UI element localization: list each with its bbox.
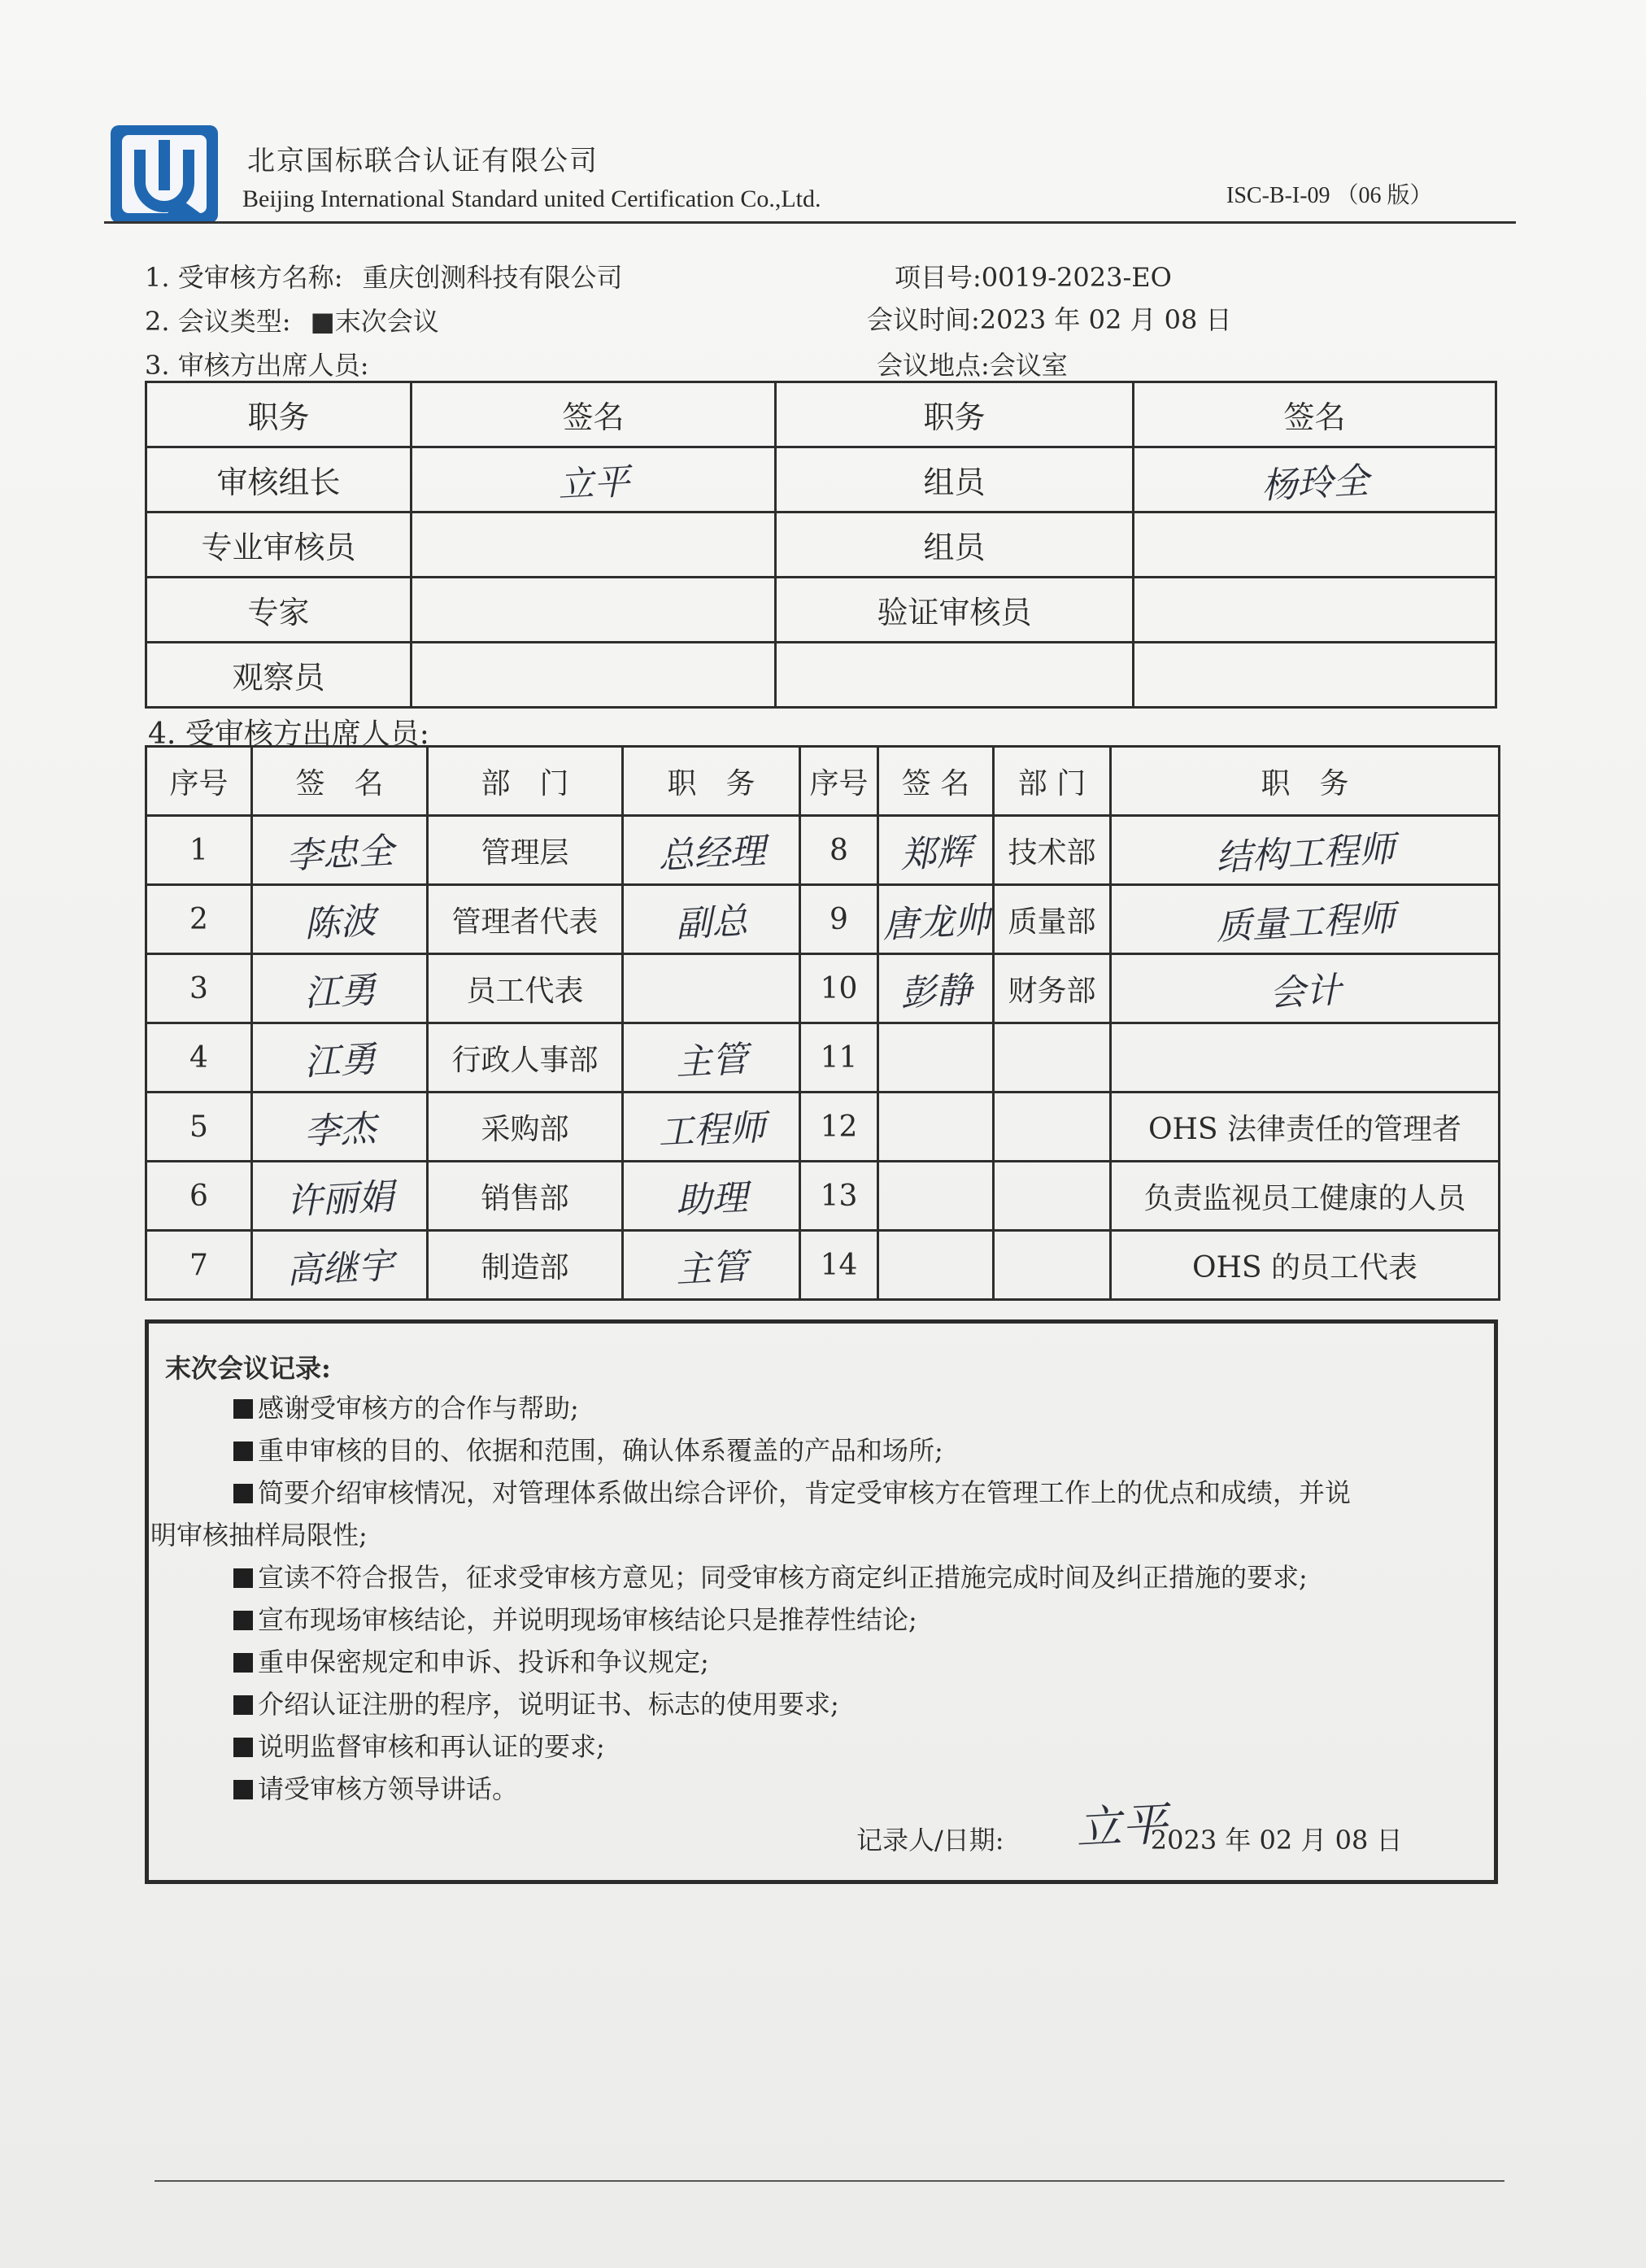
meeting-type-field <box>145 301 439 338</box>
column-header: 职务 <box>776 382 1134 447</box>
column-header: 序号 <box>146 747 252 816</box>
list-item <box>233 1387 1486 1429</box>
handwritten-signature: 立平 <box>1074 1798 1169 1856</box>
signature-cell <box>412 578 776 643</box>
table-row <box>146 885 1500 954</box>
department-cell: 采购部 <box>428 1093 623 1162</box>
row-number: 6 <box>146 1162 252 1231</box>
handwritten-position: 工程师 <box>656 1106 766 1154</box>
list-item <box>233 1768 1486 1810</box>
handwritten-position: 总经理 <box>656 830 766 878</box>
square-bullet-icon <box>233 1568 253 1588</box>
signature-cell <box>878 954 994 1023</box>
role-cell: 专业审核员 <box>146 512 412 578</box>
handwritten-signature: 李忠全 <box>285 830 394 878</box>
recorder-line <box>856 1798 1403 1857</box>
department-cell: 员工代表 <box>428 954 623 1023</box>
meeting-place-value: 会议室 <box>989 350 1068 381</box>
row-number: 12 <box>800 1093 878 1162</box>
list-item-text: 请受审核方领导讲话。 <box>258 1773 519 1804</box>
table-row <box>146 1023 1500 1093</box>
project-field <box>895 257 1172 294</box>
row-number: 10 <box>800 954 878 1023</box>
position-cell <box>1111 1023 1500 1093</box>
table-row <box>146 1093 1500 1162</box>
square-bullet-icon <box>233 1653 253 1673</box>
column-header: 部 门 <box>994 747 1111 816</box>
list-item <box>233 1472 1486 1514</box>
signature-cell <box>1134 447 1496 512</box>
square-bullet-icon <box>233 1484 253 1503</box>
handwritten-position: 会计 <box>1268 969 1343 1015</box>
position-cell <box>1111 954 1500 1023</box>
square-bullet-icon <box>233 1780 253 1799</box>
handwritten-signature: 江勇 <box>303 1038 377 1084</box>
row-number: 9 <box>800 885 878 954</box>
handwritten-signature: 江勇 <box>303 969 377 1015</box>
list-item <box>233 1429 1486 1472</box>
meeting-place-field <box>877 345 1068 382</box>
row-number: 4 <box>146 1023 252 1093</box>
meeting-time-field <box>867 299 1232 337</box>
notes-title: 末次会议记录: <box>165 1353 331 1384</box>
project-label: 项目号: <box>895 262 982 293</box>
handwritten-signature: 彭静 <box>899 969 973 1015</box>
handwritten-position: 主管 <box>674 1245 749 1292</box>
position-cell: 负责监视员工健康的人员 <box>1111 1162 1500 1231</box>
audit-team-table <box>145 381 1497 709</box>
notes-list <box>150 1387 1486 1810</box>
signature-cell <box>252 1162 428 1231</box>
table-row <box>146 954 1500 1023</box>
position-cell <box>623 885 800 954</box>
table-header-row <box>146 382 1496 447</box>
role-cell: 验证审核员 <box>776 578 1134 643</box>
list-item-text: 感谢受审核方的合作与帮助; <box>258 1393 579 1424</box>
header-divider <box>104 221 1516 224</box>
handwritten-signature: 许丽娟 <box>285 1175 394 1223</box>
table-row <box>146 1231 1500 1300</box>
signature-cell <box>412 512 776 578</box>
row-number: 14 <box>800 1231 878 1300</box>
square-bullet-icon <box>233 1611 253 1630</box>
position-cell <box>623 816 800 885</box>
row-number: 7 <box>146 1231 252 1300</box>
handwritten-signature: 杨玲全 <box>1260 460 1369 507</box>
column-header: 职务 <box>146 382 412 447</box>
list-item <box>233 1599 1486 1641</box>
recorder-label: 记录人/日期: <box>856 1825 1004 1856</box>
row-number: 5 <box>146 1093 252 1162</box>
closing-meeting-notes <box>145 1319 1498 1884</box>
company-name-cn: 北京国标联合认证有限公司 <box>247 145 599 177</box>
list-item-text: 简要介绍审核情况，对管理体系做出综合评价，肯定受审核方在管理工作上的优点和成绩，并说 <box>258 1477 1352 1508</box>
role-cell: 组员 <box>776 447 1134 512</box>
position-cell <box>623 954 800 1023</box>
column-header: 签 名 <box>878 747 994 816</box>
square-bullet-icon <box>233 1399 253 1419</box>
auditee-attendees-heading: 4. 受审核方出席人员: <box>148 717 429 751</box>
auditee-label: 1. 受审核方名称: <box>145 262 343 293</box>
row-number: 8 <box>800 816 878 885</box>
department-cell: 质量部 <box>994 885 1111 954</box>
signature-cell <box>252 816 428 885</box>
handwritten-position: 主管 <box>674 1038 749 1084</box>
signature-cell <box>878 885 994 954</box>
isc-logo-icon <box>107 122 221 226</box>
signature-cell <box>252 1231 428 1300</box>
document-code: ISC-B-I-09 （06 版） <box>1226 183 1433 208</box>
signature-cell <box>878 1231 994 1300</box>
table-row <box>146 512 1496 578</box>
signature-cell <box>412 643 776 708</box>
table-row <box>146 1162 1500 1231</box>
list-item-text: 宣读不符合报告，征求受审核方意见；同受审核方商定纠正措施完成时间及纠正措施的要求; <box>258 1562 1308 1593</box>
list-item-text: 介绍认证注册的程序，说明证书、标志的使用要求; <box>258 1689 839 1720</box>
handwritten-signature: 陈波 <box>303 900 377 946</box>
table-row <box>146 643 1496 708</box>
square-bullet-icon <box>233 1738 253 1757</box>
row-number: 2 <box>146 885 252 954</box>
department-cell: 销售部 <box>428 1162 623 1231</box>
signature-cell <box>878 1093 994 1162</box>
role-cell: 专家 <box>146 578 412 643</box>
auditee-value: 重庆创测科技有限公司 <box>362 262 623 293</box>
department-cell <box>994 1093 1111 1162</box>
footer-divider <box>155 2180 1504 2182</box>
role-cell: 审核组长 <box>146 447 412 512</box>
square-bullet-icon <box>233 1441 253 1461</box>
signature-cell <box>1134 643 1496 708</box>
handwritten-signature: 唐龙帅 <box>881 899 991 947</box>
handwritten-signature: 高继宇 <box>285 1245 394 1293</box>
column-header: 职 务 <box>1111 747 1500 816</box>
position-cell: OHS 法律责任的管理者 <box>1111 1093 1500 1162</box>
department-cell: 管理者代表 <box>428 885 623 954</box>
row-number: 1 <box>146 816 252 885</box>
meeting-time-value: 2023 年 02 月 08 日 <box>979 304 1232 335</box>
handwritten-signature: 立平 <box>556 460 631 506</box>
department-cell: 财务部 <box>994 954 1111 1023</box>
handwritten-position: 结构工程师 <box>1214 828 1396 879</box>
department-cell: 技术部 <box>994 816 1111 885</box>
position-cell <box>623 1023 800 1093</box>
list-item-text: 说明监督审核和再认证的要求; <box>258 1731 605 1762</box>
signature-cell <box>252 954 428 1023</box>
column-header: 签名 <box>1134 382 1496 447</box>
signature-cell <box>878 1162 994 1231</box>
column-header: 签 名 <box>252 747 428 816</box>
handwritten-position: 质量工程师 <box>1214 897 1396 949</box>
row-number: 13 <box>800 1162 878 1231</box>
role-cell: 组员 <box>776 512 1134 578</box>
auditee-attendees-table <box>145 745 1500 1301</box>
handwritten-position: 副总 <box>674 900 749 946</box>
signature-cell <box>252 1093 428 1162</box>
list-item <box>233 1641 1486 1683</box>
column-header: 序号 <box>800 747 878 816</box>
department-cell: 制造部 <box>428 1231 623 1300</box>
role-cell <box>776 643 1134 708</box>
signature-cell <box>412 447 776 512</box>
list-item-text: 宣布现场审核结论，并说明现场审核结论只是推荐性结论; <box>258 1604 917 1635</box>
list-item-text: 重申审核的目的、依据和范围，确认体系覆盖的产品和场所; <box>258 1435 943 1466</box>
signature-cell <box>878 816 994 885</box>
column-header: 签名 <box>412 382 776 447</box>
meeting-time-label: 会议时间: <box>867 304 980 335</box>
audit-attendees-heading: 3. 审核方出席人员: <box>145 350 369 381</box>
list-item-continuation: 明审核抽样局限性; <box>150 1520 368 1551</box>
position-cell <box>1111 885 1500 954</box>
list-item <box>233 1683 1486 1725</box>
department-cell <box>994 1162 1111 1231</box>
signature-cell <box>252 1023 428 1093</box>
signature-cell <box>1134 578 1496 643</box>
auditee-field <box>145 257 623 294</box>
handwritten-signature: 李杰 <box>303 1107 377 1154</box>
meeting-type-value: ■末次会议 <box>310 306 439 337</box>
position-cell <box>623 1093 800 1162</box>
department-cell: 行政人事部 <box>428 1023 623 1093</box>
position-cell <box>1111 816 1500 885</box>
signature-cell <box>252 885 428 954</box>
position-cell <box>623 1231 800 1300</box>
department-cell: 管理层 <box>428 816 623 885</box>
handwritten-position: 助理 <box>674 1176 749 1223</box>
table-row <box>146 447 1496 512</box>
signature-cell <box>878 1023 994 1093</box>
square-bullet-icon <box>233 1695 253 1715</box>
row-number: 11 <box>800 1023 878 1093</box>
list-item <box>233 1725 1486 1768</box>
column-header: 职 务 <box>623 747 800 816</box>
department-cell <box>994 1023 1111 1093</box>
signature-cell <box>1134 512 1496 578</box>
company-name-en: Beijing International Standard united Certification Co.,Ltd. <box>242 185 821 212</box>
position-cell <box>623 1162 800 1231</box>
department-cell <box>994 1231 1111 1300</box>
table-header-row <box>146 747 1500 816</box>
table-row <box>146 816 1500 885</box>
meeting-type-label: 2. 会议类型: <box>145 306 291 337</box>
recorder-date: 2023 年 02 月 08 日 <box>1150 1825 1403 1856</box>
handwritten-signature: 郑辉 <box>899 831 973 877</box>
project-value: 0019-2023-EO <box>981 262 1172 293</box>
table-row <box>146 578 1496 643</box>
list-item-text: 重申保密规定和申诉、投诉和争议规定; <box>258 1646 709 1677</box>
role-cell: 观察员 <box>146 643 412 708</box>
meeting-place-label: 会议地点: <box>877 350 990 381</box>
list-item <box>233 1556 1486 1599</box>
position-cell: OHS 的员工代表 <box>1111 1231 1500 1300</box>
column-header: 部 门 <box>428 747 623 816</box>
row-number: 3 <box>146 954 252 1023</box>
